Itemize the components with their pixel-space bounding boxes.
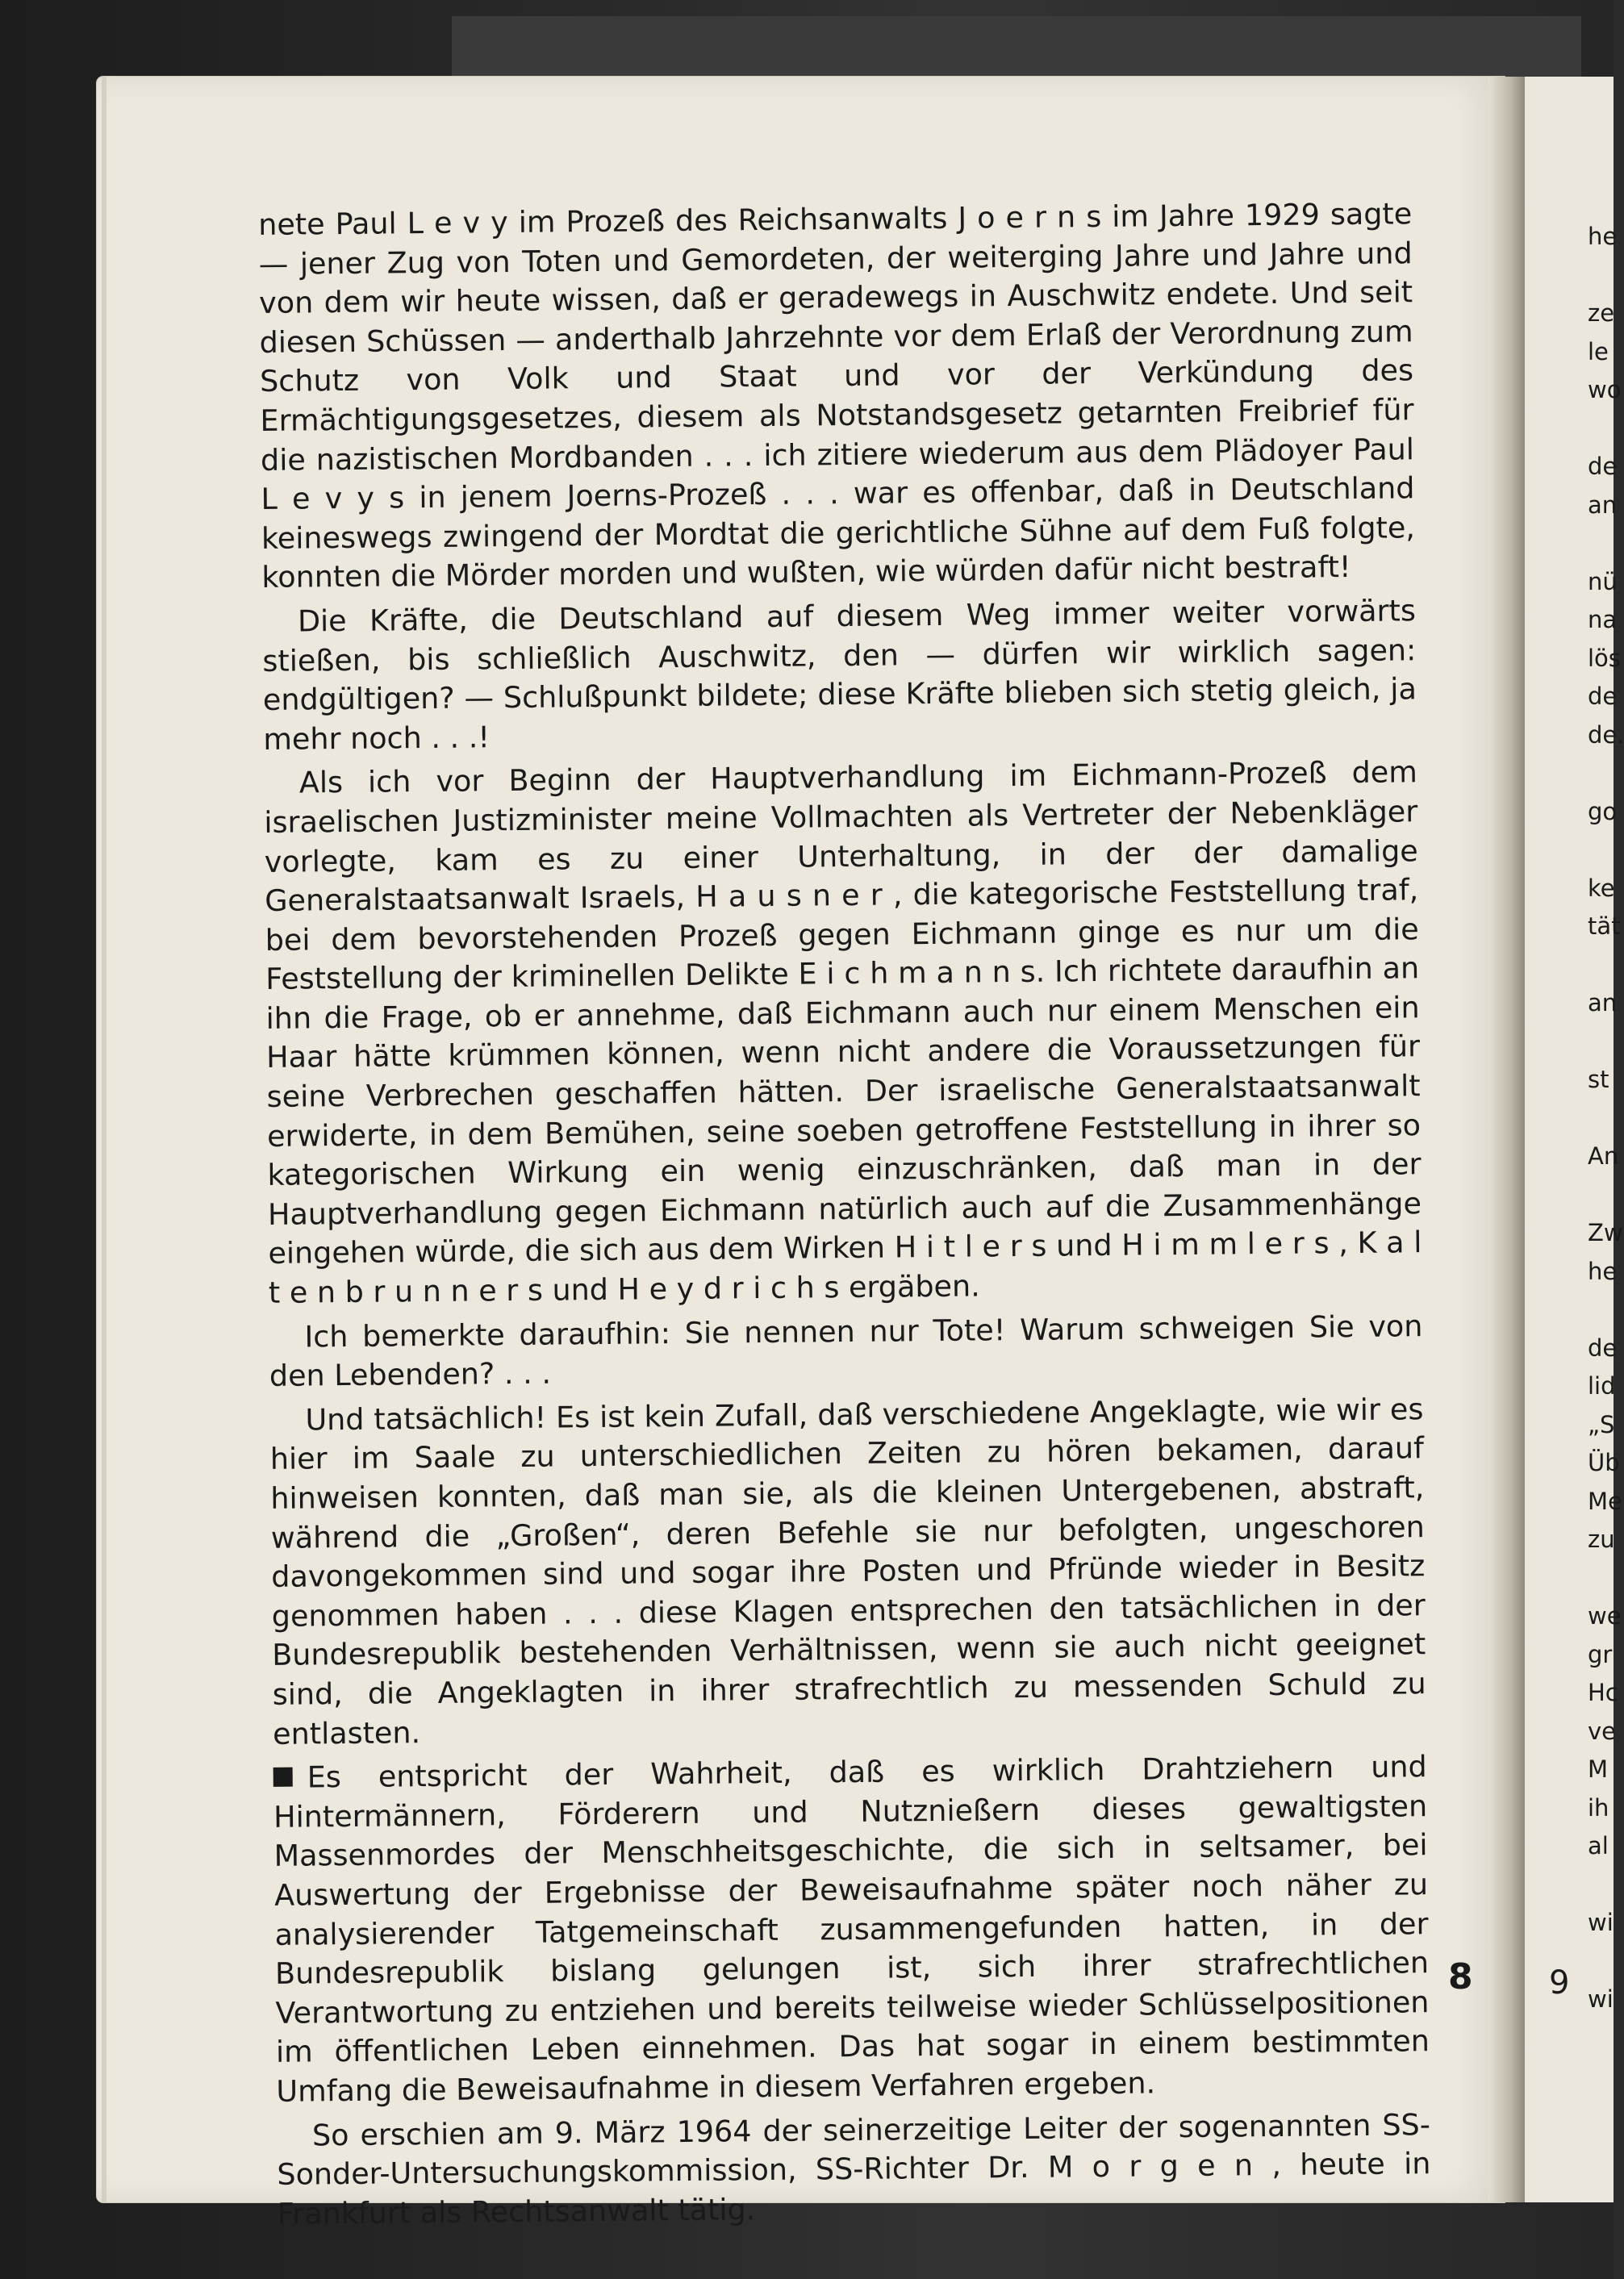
fragment bbox=[1588, 1023, 1620, 1062]
fragment: na bbox=[1588, 606, 1618, 633]
fragment bbox=[1588, 1943, 1620, 1981]
fragment: tät bbox=[1588, 912, 1621, 940]
fragment: ke bbox=[1588, 874, 1615, 902]
fragment: an bbox=[1588, 989, 1618, 1016]
fragment bbox=[1588, 1176, 1620, 1215]
fragment: Me bbox=[1588, 1487, 1622, 1515]
paragraph-continuation: nete Paul L e v y im Prozeß des Reichsanwalts J o e r n s im Jahre 1929 sagte — jener Zug von Toten und Gemordeten, der weiterging Jahre und Jahre und von dem wir heute wissen, daß er geradewegs in Auschwitz endete. Und seit diesen Schüssen — anderthalb Jahrzehnte vor dem Erlaß der Verordnung zum Schutz von Volk und Staat und vor der Verkündung des Ermächtigungsgesetzes, diesem als Notstandsgesetz getarnten Freibrief für die nazistischen Mordbanden . . . ich zitiere wiederum aus dem Plädoyer Paul L e v y s in jenem Joerns-Prozeß . . . war es offenbar, daß in Deutschland keineswegs zwingend der Mordtat die gerichtliche Sühne auf dem Fuß folgte, konnten die Mörder morden und wußten, wie würden dafür nicht bestraft! bbox=[258, 196, 1416, 595]
page-edge-stack bbox=[102, 77, 106, 2202]
page-body-text bbox=[258, 194, 1431, 2239]
fragment: an bbox=[1588, 490, 1618, 519]
fragment: st bbox=[1588, 1066, 1609, 1093]
fragment: zu bbox=[1588, 1526, 1615, 1553]
fragment: ve bbox=[1588, 1717, 1617, 1745]
fragment: lid bbox=[1588, 1372, 1616, 1400]
paragraph-morgen: So erschien am 9. März 1964 der seinerzeitige Leiter der sogenannten SS-Sonder-Untersuchungskommission, SS-Richter Dr. M o r g e n , heute in Frankfurt als Rechtsanwalt tätig. bbox=[277, 2106, 1431, 2231]
fragment: lös bbox=[1588, 644, 1621, 672]
next-page-number: 9 bbox=[1549, 1964, 1570, 2001]
fragment bbox=[1588, 524, 1620, 563]
fragment: wi bbox=[1588, 1985, 1614, 2013]
fragment: M bbox=[1588, 1755, 1609, 1783]
fragment: he bbox=[1588, 223, 1618, 250]
paragraph-eichmann-trial: Als ich vor Beginn der Hauptverhandlung im Eichmann-Prozeß dem israelischen Justizminister meine Vollmachten als Vertreter der Nebenkläger vorlegte, kam es zu einer Unterhaltung, in der der damalige Generalstaatsanwalt Israels, H a u s n e r , die kategorische Feststellung traf, bei dem bevorstehenden Prozeß gegen Eichmann ginge es nur um die Feststellung der kriminellen Delikte E i c h m a n n s. Ich richtete daraufhin an ihn die Frage, ob er annehme, daß Eichmann auch nur einem Menschen ein Haar hätte krümmen können, wenn nicht andere die Voraussetzungen für seine Verbrechen geschaffen hätten. Der israelische Generalstaatsanwalt erwiderte, in dem Bemühen, seine soeben getroffene Feststellung in ihrer so kategorischen Wirkung ein wenig einzuschränken, daß man in der Hauptverhandlung gegen Eichmann natürlich auch auf die Zusammenhänge eingehen würde, die sich aus dem Wirken H i t l e r s und H i m m l e r s , K a l t e n b r u n n e r s und H e y d r i c h s ergäben. bbox=[264, 754, 1422, 1310]
fragment bbox=[1588, 1559, 1620, 1598]
fragment: wi bbox=[1588, 1909, 1614, 1936]
fragment bbox=[1588, 946, 1620, 985]
fragment bbox=[1588, 1291, 1620, 1329]
fragment: Zw bbox=[1588, 1219, 1623, 1246]
background-strip bbox=[452, 16, 1581, 81]
right-page-text-fragments bbox=[1588, 218, 1624, 2019]
fragment: de bbox=[1588, 453, 1618, 480]
fragment: go bbox=[1588, 797, 1618, 825]
fragment bbox=[1588, 754, 1620, 793]
fragment: he bbox=[1588, 1257, 1618, 1285]
fragment bbox=[1588, 1100, 1620, 1138]
fragment: Üb bbox=[1588, 1449, 1620, 1476]
fragment: de. bbox=[1588, 720, 1624, 749]
paragraph-bulleted-truth bbox=[273, 1747, 1430, 2111]
fragment: nü bbox=[1588, 567, 1618, 595]
book-gutter bbox=[1488, 77, 1525, 2202]
fragment: wo bbox=[1588, 376, 1622, 403]
square-bullet-icon bbox=[273, 1768, 293, 1787]
fragment: al bbox=[1588, 1832, 1609, 1860]
fragment bbox=[1588, 257, 1620, 295]
fragment bbox=[1588, 1866, 1620, 1905]
fragment: Hc bbox=[1588, 1679, 1618, 1706]
fragment: An bbox=[1588, 1142, 1619, 1170]
fragment: „S bbox=[1588, 1410, 1615, 1438]
fragment: gr bbox=[1588, 1640, 1613, 1668]
paragraph-accused: Und tatsächlich! Es ist kein Zufall, daß verschiedene Angeklagte, wie wir es hier im Saale zu unterschiedlichen Zeiten zu hören bekamen, darauf hinweisen konnten, daß man sie, als die kleinen Untergebenen, abstraft, während die „Großen“, deren Befehle sie nur befolgten, ungeschoren davongekommen sind und sogar ihre Posten und Pfründe wieder in Besitz genommen haben . . . diese Klagen entsprechen den tatsächlichen in der Bundesrepublik bestehenden Verhältnissen, wenn sie auch nicht geeignet sind, die Angeklagten in ihrer strafrechtlich zu messenden Schuld zu entlasten. bbox=[269, 1392, 1426, 1751]
fragment: we bbox=[1588, 1602, 1622, 1630]
fragment bbox=[1588, 410, 1620, 449]
fragment: ih bbox=[1588, 1793, 1609, 1822]
bullet-paragraph-text: Es entspricht der Wahrheit, daß es wirklich Drahtziehern und Hintermännern, Förderern und Nutznießern dieses gewaltigsten Massenmordes der Menschheitsgeschichte, die sich in seltsamer, bei Auswertung der Ergebnisse der Beweisaufnahme später noch näher zu analysierender Tatgemeinschaft zusammengefunden hatten, in der Bundesrepublik bislang gelungen ist, sich ihrer strafrechtlichen Verantwortung zu entziehen und bereits teilweise wieder Schlüsselpositionen im öffentlichen Leben einnehmen. Das hat sogar in einem bestimmten Umfang die Beweisaufnahme in diesem Verfahren ergeben. bbox=[273, 1749, 1430, 2109]
page-number: 8 bbox=[1448, 1956, 1473, 1997]
fragment: ze bbox=[1588, 299, 1615, 327]
fragment: de bbox=[1588, 1334, 1618, 1362]
fragment: de bbox=[1588, 682, 1618, 710]
fragment bbox=[1588, 831, 1620, 870]
paragraph-forces: Die Kräfte, die Deutschland auf diesem Weg immer weiter vorwärts stießen, bis schließlich Auschwitz, den — dürfen wir wirklich sagen: endgültigen? — Schlußpunkt bildete; diese Kräfte blieben sich stetig gleich, ja mehr noch . . .! bbox=[262, 593, 1417, 757]
fragment: le bbox=[1588, 337, 1609, 365]
paragraph-the-living: Ich bemerkte daraufhin: Sie nennen nur Tote! Warum schweigen Sie von den Lebenden? . . . bbox=[269, 1308, 1423, 1394]
